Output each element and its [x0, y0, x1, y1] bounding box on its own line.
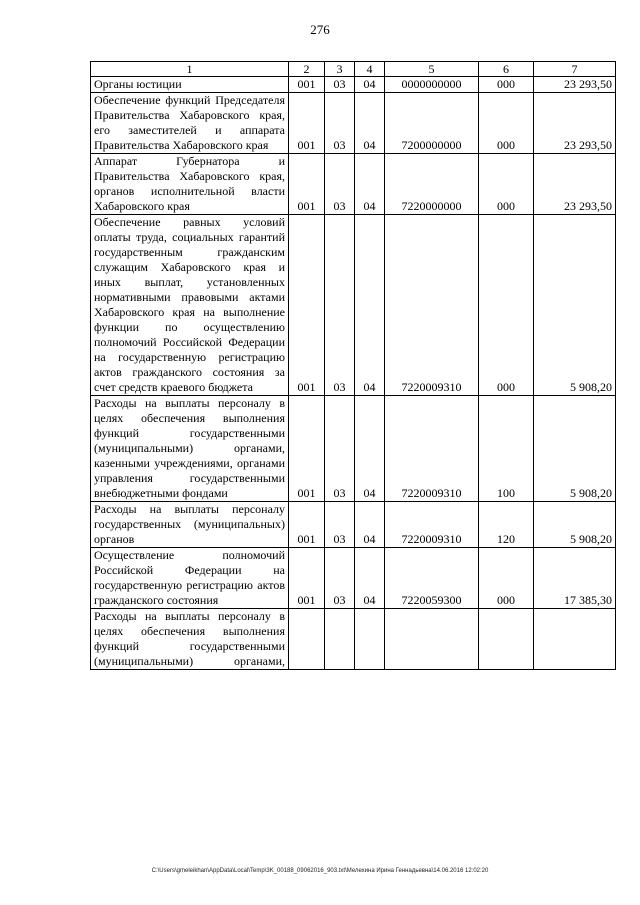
- row-code-4: 04: [355, 396, 385, 502]
- table-row: [91, 609, 616, 670]
- row-amount: 23 293,50: [534, 93, 616, 154]
- row-code-3: [325, 609, 355, 670]
- row-code-5: 7220059300: [385, 548, 479, 609]
- row-code-5: [385, 609, 479, 670]
- table-row: [91, 548, 616, 609]
- row-code-2: 001: [289, 396, 325, 502]
- footer-file-path: C:\Users\gmeleikhan\AppData\Local\Temp\3K_00188_09062016_903.txt\Мелехина Ирина Геннадьевна\14.06.2016 12:02:20: [151, 868, 489, 874]
- row-code-4: [355, 609, 385, 670]
- row-code-6: 000: [479, 548, 534, 609]
- row-name: Обеспечение равных условий оплаты труда, социальных гарантий государственным гражданским служащим Хабаровского края и иных выплат, установленных нормативными правовыми актами Хабаровского края на выполнение функции по осуществлению полномочий Российской Федерации на государственную регистрацию актов гражданского состояния за счет средств краевого бюджета: [91, 215, 289, 396]
- table-row: [91, 154, 616, 215]
- table-row: [91, 215, 616, 396]
- row-code-5: 7200000000: [385, 93, 479, 154]
- table-row: [91, 396, 616, 502]
- header-cell: 3: [325, 62, 355, 77]
- row-name: Расходы на выплаты персоналу в целях обеспечения выполнения функций государственными (муниципальными) органами, казенными учреждениями, органами управления государственными внебюджетными фондами: [91, 396, 289, 502]
- row-name: Аппарат Губернатора и Правительства Хабаровского края, органов исполнительной власти Хабаровского края: [91, 154, 289, 215]
- row-code-2: [289, 609, 325, 670]
- header-cell: 6: [479, 62, 534, 77]
- row-code-6: 120: [479, 502, 534, 548]
- row-name: Расходы на выплаты персоналу в целях обеспечения выполнения функций государственными (муниципальными) органами,: [91, 609, 289, 670]
- row-code-4: 04: [355, 93, 385, 154]
- header-row: [91, 62, 616, 77]
- table-row: [91, 77, 616, 93]
- row-code-2: 001: [289, 154, 325, 215]
- row-code-3: 03: [325, 154, 355, 215]
- row-code-2: 001: [289, 215, 325, 396]
- row-code-6: 100: [479, 396, 534, 502]
- row-code-5: 7220009310: [385, 502, 479, 548]
- row-code-3: 03: [325, 93, 355, 154]
- row-code-6: 000: [479, 154, 534, 215]
- row-amount: 23 293,50: [534, 77, 616, 93]
- row-code-6: 000: [479, 215, 534, 396]
- row-name: Осуществление полномочий Российской Федерации на государственную регистрацию актов гражданского состояния: [91, 548, 289, 609]
- row-amount: 5 908,20: [534, 502, 616, 548]
- row-code-2: 001: [289, 77, 325, 93]
- row-name: Органы юстиции: [91, 77, 289, 93]
- row-name: Расходы на выплаты персоналу государственных (муниципальных) органов: [91, 502, 289, 548]
- row-code-3: 03: [325, 548, 355, 609]
- row-code-6: 000: [479, 93, 534, 154]
- row-amount: 5 908,20: [534, 396, 616, 502]
- row-code-3: 03: [325, 77, 355, 93]
- header-cell: 7: [534, 62, 616, 77]
- row-code-6: 000: [479, 77, 534, 93]
- row-amount: 5 908,20: [534, 215, 616, 396]
- row-code-4: 04: [355, 502, 385, 548]
- header-cell: 2: [289, 62, 325, 77]
- row-code-2: 001: [289, 548, 325, 609]
- row-amount: [534, 609, 616, 670]
- header-cell: 1: [91, 62, 289, 77]
- row-code-2: 001: [289, 502, 325, 548]
- row-code-3: 03: [325, 215, 355, 396]
- row-code-6: [479, 609, 534, 670]
- row-code-4: 04: [355, 77, 385, 93]
- table-row: [91, 93, 616, 154]
- row-code-4: 04: [355, 548, 385, 609]
- row-code-5: 0000000000: [385, 77, 479, 93]
- budget-table: [90, 61, 616, 670]
- row-code-3: 03: [325, 396, 355, 502]
- row-code-4: 04: [355, 154, 385, 215]
- header-cell: 5: [385, 62, 479, 77]
- row-name: Обеспечение функций Председателя Правительства Хабаровского края, его заместителей и аппарата Правительства Хабаровского края: [91, 93, 289, 154]
- row-amount: 17 385,30: [534, 548, 616, 609]
- row-code-5: 7220009310: [385, 396, 479, 502]
- page-number: 276: [310, 22, 330, 37]
- table-row: [91, 502, 616, 548]
- row-code-5: 7220009310: [385, 215, 479, 396]
- header-cell: 4: [355, 62, 385, 77]
- row-amount: 23 293,50: [534, 154, 616, 215]
- row-code-5: 7220000000: [385, 154, 479, 215]
- row-code-4: 04: [355, 215, 385, 396]
- row-code-3: 03: [325, 502, 355, 548]
- row-code-2: 001: [289, 93, 325, 154]
